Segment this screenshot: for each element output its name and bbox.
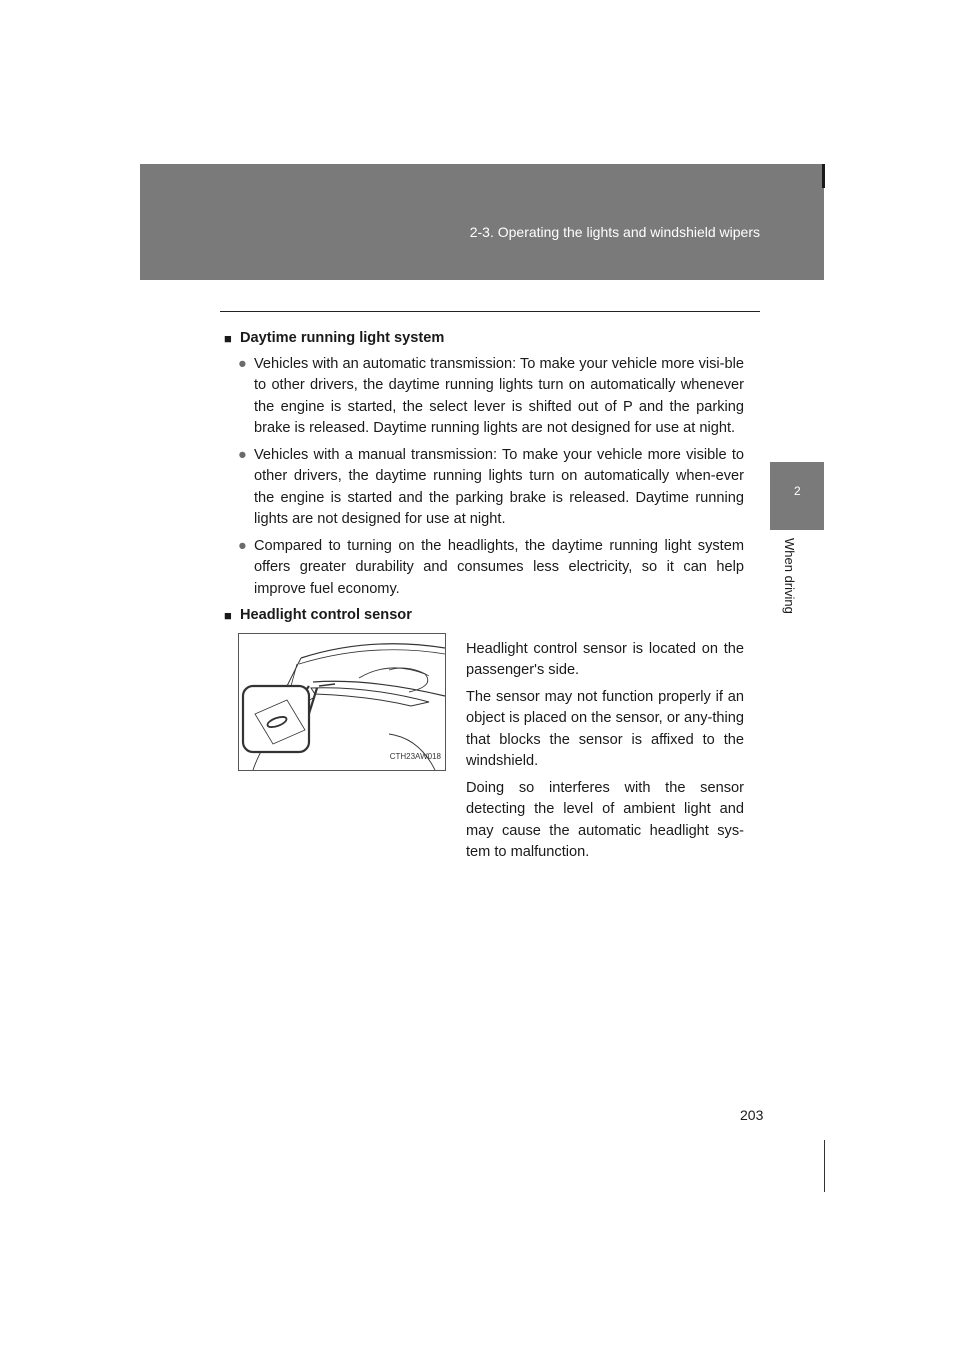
sensor-heading: ■ Headlight control sensor: [224, 605, 744, 627]
section-title: 2-3. Operating the lights and windshield wipers: [469, 224, 760, 240]
header-rule: [220, 311, 760, 312]
drl-bullet-1: [224, 354, 744, 440]
page-number: 203: [740, 1107, 764, 1123]
drl-bullet-1-text: Vehicles with an automatic transmission: To make your vehicle more visi-ble to other drivers, the daytime running lights turn on automatically whenever the engine is started, the select lever is shifted out of P and the parking brake is released. Daytime running lights are not designed for use at night.: [254, 355, 744, 436]
drl-bullet-3-text: Compared to turning on the headlights, the daytime running light system offers greater durability and consumes less electricity, so it can help improve fuel economy.: [254, 537, 744, 597]
sensor-paragraph-1: Headlight control sensor is located on the passenger's side.: [466, 640, 744, 678]
bullet-dot-icon: ●: [238, 355, 247, 372]
sensor-description: [466, 631, 744, 864]
chapter-label: When driving: [782, 538, 797, 614]
bullet-dot-icon: ●: [238, 537, 247, 554]
sensor-paragraph-3: Doing so interferes with the sensor detecting the level of ambient light and may cause the automatic headlight sys-tem to malfunction.: [466, 779, 744, 860]
drl-heading: ■ Daytime running light system: [224, 328, 744, 350]
chapter-tab-number: 2: [794, 484, 801, 498]
main-content: [224, 328, 744, 869]
sensor-paragraph-2: The sensor may not function properly if an object is placed on the sensor, or any-thing that blocks the sensor is affixed to the windshield.: [466, 688, 744, 769]
sensor-section: [224, 605, 744, 864]
bullet-dot-icon: ●: [238, 446, 247, 463]
header-corner-mark: [822, 164, 825, 188]
sensor-location-figure: [238, 633, 446, 771]
corner-crop-mark: [824, 1140, 825, 1192]
drl-bullet-2: [224, 445, 744, 531]
drl-bullet-2-text: Vehicles with a manual transmission: To make your vehicle more visible to other drivers, the daytime running lights turn on automatically when-ever the engine is started and the parking brake is released. Daytime running lights are not designed for use at night.: [254, 446, 744, 527]
figure-code: CTH23AW018: [389, 751, 441, 761]
drl-bullet-3: [224, 536, 744, 601]
header-band: [140, 164, 824, 280]
